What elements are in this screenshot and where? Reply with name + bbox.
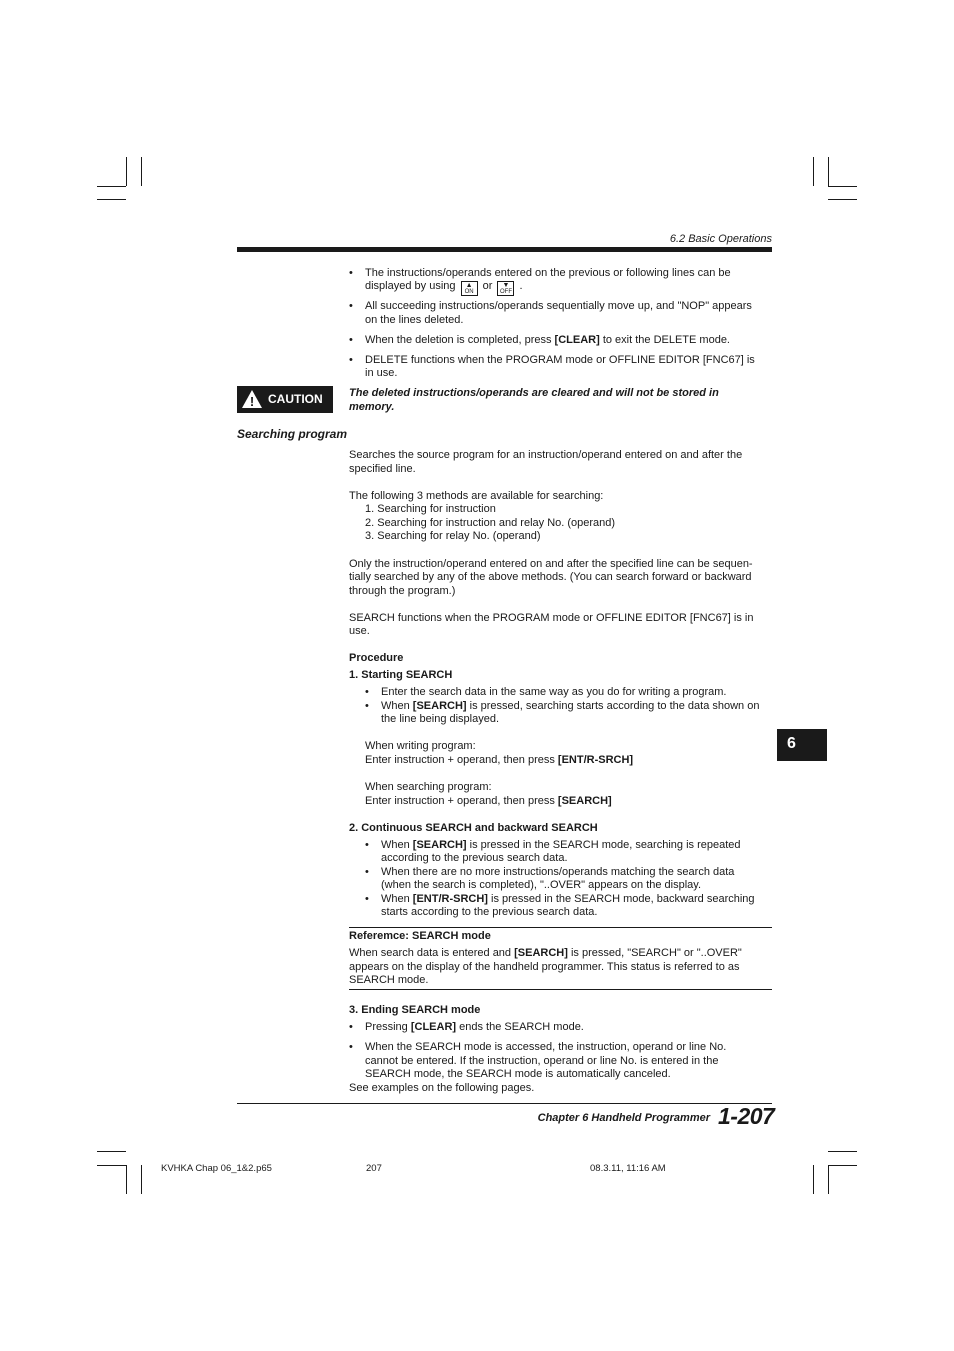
page-number: 1-207	[718, 1103, 775, 1129]
crop-mark	[828, 157, 829, 186]
crop-mark	[141, 157, 142, 186]
paragraph: use.	[349, 625, 370, 637]
caution-label: CAUTION	[268, 392, 323, 406]
list-item-continuation: starts according to the previous search data.	[381, 906, 598, 918]
off-key-icon: ▼ OFF	[497, 281, 514, 296]
list-item-continuation: SEARCH mode, the SEARCH mode is automatically canceled.	[365, 1068, 671, 1080]
header-rule	[237, 247, 772, 252]
reference-text: When search data is entered and [SEARCH] is pressed, "SEARCH" or "..OVER"	[349, 947, 742, 959]
list-item-continuation: according to the previous search data.	[381, 852, 568, 864]
chapter-tab: 6	[777, 729, 827, 761]
list-item: 1. Searching for instruction	[365, 503, 496, 515]
crop-mark	[97, 1151, 126, 1152]
list-item: 2. Searching for instruction and relay No. (operand)	[365, 517, 616, 529]
crop-mark	[813, 157, 814, 186]
crop-mark	[813, 1165, 814, 1194]
list-item-continuation: (when the search is completed), "..OVER" appears on the display.	[381, 879, 702, 891]
reference-rule-top	[349, 927, 772, 928]
caution-text: memory.	[349, 401, 395, 413]
crop-mark	[828, 186, 857, 187]
crop-mark	[828, 1151, 857, 1152]
paragraph: The following 3 methods are available for searching:	[349, 490, 604, 502]
crop-mark	[97, 186, 126, 187]
list-item: 3. Searching for relay No. (operand)	[365, 530, 541, 542]
slug-date: 08.3.11, 11:16 AM	[590, 1163, 666, 1174]
paragraph: through the program.)	[349, 585, 456, 597]
paragraph: specified line.	[349, 463, 416, 475]
list-item: • When [SEARCH] is pressed, searching starts according to the data shown on	[381, 700, 759, 714]
list-item-continuation: on the lines deleted.	[365, 314, 464, 326]
on-key-icon: ▲ ON	[461, 281, 478, 296]
caution-text: The deleted instructions/operands are cleared and will not be stored in	[349, 387, 719, 399]
list-item: • When [ENT/R-SRCH] is pressed in the SEARCH mode, backward searching	[381, 893, 755, 907]
step-title: 2. Continuous SEARCH and backward SEARCH	[349, 822, 598, 834]
list-item: • DELETE functions when the PROGRAM mode or OFFLINE EDITOR [FNC67] is	[365, 354, 755, 368]
reference-text: appears on the display of the handheld programmer. This status is referred to as	[349, 961, 740, 973]
crop-mark	[126, 1165, 127, 1194]
paragraph: When writing program:	[365, 740, 476, 752]
footer-rule	[237, 1103, 772, 1104]
list-item: • The instructions/operands entered on the previous or following lines can be	[365, 267, 731, 281]
section-heading: Searching program	[237, 427, 348, 441]
crop-mark	[97, 1165, 126, 1166]
list-item: • Pressing [CLEAR] ends the SEARCH mode.	[365, 1021, 584, 1035]
step-title: 1. Starting SEARCH	[349, 669, 453, 681]
procedure-title: Procedure	[349, 652, 404, 664]
paragraph: Only the instruction/operand entered on and after the specified line can be sequen-	[349, 558, 753, 570]
list-item-continuation: the line being displayed.	[381, 713, 500, 725]
crop-mark	[141, 1165, 142, 1194]
list-item: • Enter the search data in the same way as you do for writing a program.	[381, 686, 726, 700]
running-header: 6.2 Basic Operations	[669, 233, 772, 245]
paragraph: SEARCH functions when the PROGRAM mode or OFFLINE EDITOR [FNC67] is in	[349, 612, 754, 624]
crop-mark	[828, 1165, 857, 1166]
list-item-continuation: displayed by using ▲ ON or ▼ OFF .	[365, 280, 523, 295]
crop-mark	[828, 1165, 829, 1194]
slug-page: 207	[366, 1163, 382, 1174]
step-title: 3. Ending SEARCH mode	[349, 1004, 481, 1016]
paragraph: tially searched by any of the above methods. (You can search forward or backward	[349, 571, 752, 583]
paragraph: Enter instruction + operand, then press [SEARCH]	[365, 795, 612, 807]
caution-badge	[237, 386, 333, 413]
warning-icon	[242, 390, 262, 408]
list-item: • When the deletion is completed, press [CLEAR] to exit the DELETE mode.	[365, 334, 730, 348]
slug-filename: KVHKA Chap 06_1&2.p65	[161, 1163, 272, 1174]
list-item: • When there are no more instructions/operands matching the search data	[381, 866, 734, 880]
list-item: • When [SEARCH] is pressed in the SEARCH mode, searching is repeated	[381, 839, 741, 853]
list-item: • All succeeding instructions/operands sequentially move up, and "NOP" appears	[365, 300, 752, 314]
paragraph: Searches the source program for an instruction/operand entered on and after the	[349, 449, 743, 461]
list-item-continuation: in use.	[365, 367, 398, 379]
paragraph: Enter instruction + operand, then press [ENT/R-SRCH]	[365, 754, 634, 766]
footer-chapter: Chapter 6 Handheld Programmer	[537, 1112, 710, 1124]
crop-mark	[97, 199, 126, 200]
reference-title: Referemce: SEARCH mode	[349, 930, 491, 942]
paragraph: See examples on the following pages.	[349, 1082, 535, 1094]
reference-rule-bottom	[349, 989, 772, 990]
svg-text:!: !	[249, 394, 255, 408]
paragraph: When searching program:	[365, 781, 492, 793]
crop-mark	[126, 157, 127, 186]
list-item: • When the SEARCH mode is accessed, the instruction, operand or line No.	[365, 1041, 726, 1055]
reference-text: SEARCH mode.	[349, 974, 429, 986]
list-item-continuation: cannot be entered. If the instruction, operand or line No. is entered in the	[365, 1055, 719, 1067]
crop-mark	[828, 199, 857, 200]
